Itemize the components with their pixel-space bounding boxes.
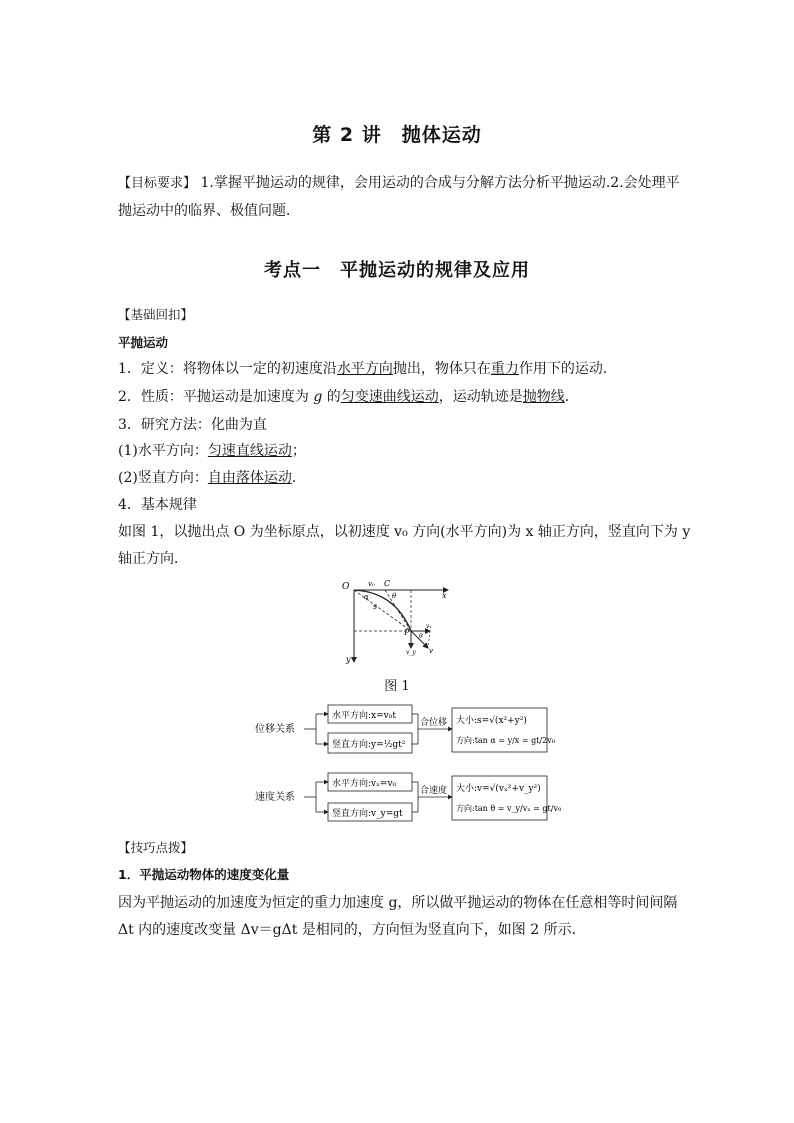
velocity-result-box (452, 776, 547, 820)
label-x: x (442, 591, 447, 600)
label-alpha: α (364, 593, 369, 601)
desc-line-2: 轴正方向． (118, 551, 188, 567)
label-o: O (342, 582, 350, 592)
goals-text-1: 1.掌握平抛运动的规律，会用运动的合成与分解方法分析平抛运动.2.会处理平 (200, 175, 680, 191)
displacement-group-label: 位移关系 (255, 724, 295, 735)
goals-line-1 (118, 172, 680, 192)
label-vy: v_y (406, 649, 416, 656)
label-theta-2: θ (419, 633, 423, 640)
v-guide (428, 631, 430, 648)
velocity-size: 大小:v=√(vₓ²+v_y²) (456, 784, 541, 794)
item-1-u1: 水平方向 (336, 361, 393, 377)
velocity-v: 竖直方向:v_y=gt (332, 809, 403, 819)
item-2-suffix: ． (564, 389, 579, 405)
label-c: C (384, 579, 391, 588)
lesson-title: 第 2 讲 抛体运动 (312, 124, 482, 146)
item-3a-prefix: (1)水平方向： (118, 443, 208, 459)
item-3b-prefix: (2)竖直方向： (118, 470, 208, 486)
item-3a (118, 440, 306, 460)
label-theta: θ (392, 592, 397, 600)
label-s: s (373, 602, 378, 611)
item-1 (118, 358, 617, 378)
figure-1-caption: 图 1 (384, 679, 410, 694)
item-2-u1: 匀变速曲线运动 (340, 389, 439, 405)
label-vx: vₓ (426, 623, 432, 630)
goals-tag: 【目标要求】 (118, 176, 197, 191)
label-p: P (404, 628, 410, 637)
velocity-relation-diagram (250, 768, 562, 826)
displacement-h: 水平方向:x=v₀t (332, 711, 396, 721)
item-1-mid: 抛出，物体只在 (392, 361, 491, 377)
item-2 (118, 386, 579, 406)
item-4: 4．基本规律 (118, 497, 197, 513)
item-1-u2: 重力 (490, 361, 519, 377)
item-3b-suffix: ． (291, 470, 306, 486)
item-2-g: g (313, 389, 323, 405)
section-title: 考点一 平抛运动的规律及应用 (264, 260, 530, 281)
displacement-dir: 方向:tan α = y/x = gt/2v₀ (456, 736, 555, 745)
item-2-mid2: ，运动轨迹是 (438, 389, 523, 405)
review-tag: 【基础回扣】 (118, 307, 194, 322)
desc-line-1: 如图 1，以抛出点 O 为坐标原点，以初速度 v₀ 方向(水平方向)为 x 轴正方向，竖直向下为 y (118, 524, 691, 540)
velocity-arrow-label: 合速度 (420, 786, 448, 796)
displacement-size: 大小:s=√(x²+y²) (456, 716, 527, 726)
item-1-suffix: 作用下的运动． (518, 361, 617, 377)
displacement-arrow-label: 合位移 (420, 718, 448, 728)
displacement-line (354, 590, 411, 631)
label-y: y (346, 655, 351, 664)
figure-1-diagram (340, 576, 460, 668)
goals-line-2: 抛运动中的临界、极值问题． (118, 203, 300, 219)
item-2-u2: 抛物线 (522, 389, 565, 405)
review-topic: 平抛运动 (118, 335, 169, 350)
skills-line-1: 因为平抛运动的加速度为恒定的重力加速度 g，所以做平抛运动的物体在任意相等时间间隔 (118, 895, 678, 911)
velocity-h: 水平方向:vₓ=v₀ (332, 779, 397, 789)
item-3a-u: 匀速直线运动 (207, 443, 292, 459)
item-3b (118, 467, 306, 487)
skills-topic: 1．平抛运动物体的速度变化量 (118, 867, 290, 882)
skills-tag: 【技巧点拨】 (118, 840, 194, 855)
item-2-mid: 的 (322, 389, 341, 405)
label-v0: v₀ (368, 580, 375, 588)
item-3: 3．研究方法：化曲为直 (118, 417, 267, 433)
item-2-prefix: 2．性质：平抛运动是加速度为 (118, 389, 314, 405)
item-1-prefix: 1．定义：将物体以一定的初速度沿 (118, 361, 337, 377)
displacement-result-box (452, 708, 547, 752)
velocity-group-label: 速度关系 (255, 792, 295, 803)
label-v: v (429, 647, 433, 655)
item-3a-suffix: ； (291, 443, 306, 459)
displacement-v: 竖直方向:y=½gt² (332, 740, 406, 750)
skills-line-2: Δt 内的速度改变量 Δv＝gΔt 是相同的，方向恒为竖直向下，如图 2 所示． (118, 922, 586, 938)
velocity-dir: 方向:tan θ = v_y/vₓ = gt/v₀ (456, 804, 562, 813)
item-3b-u: 自由落体运动 (207, 470, 292, 486)
displacement-relation-diagram (250, 700, 555, 758)
